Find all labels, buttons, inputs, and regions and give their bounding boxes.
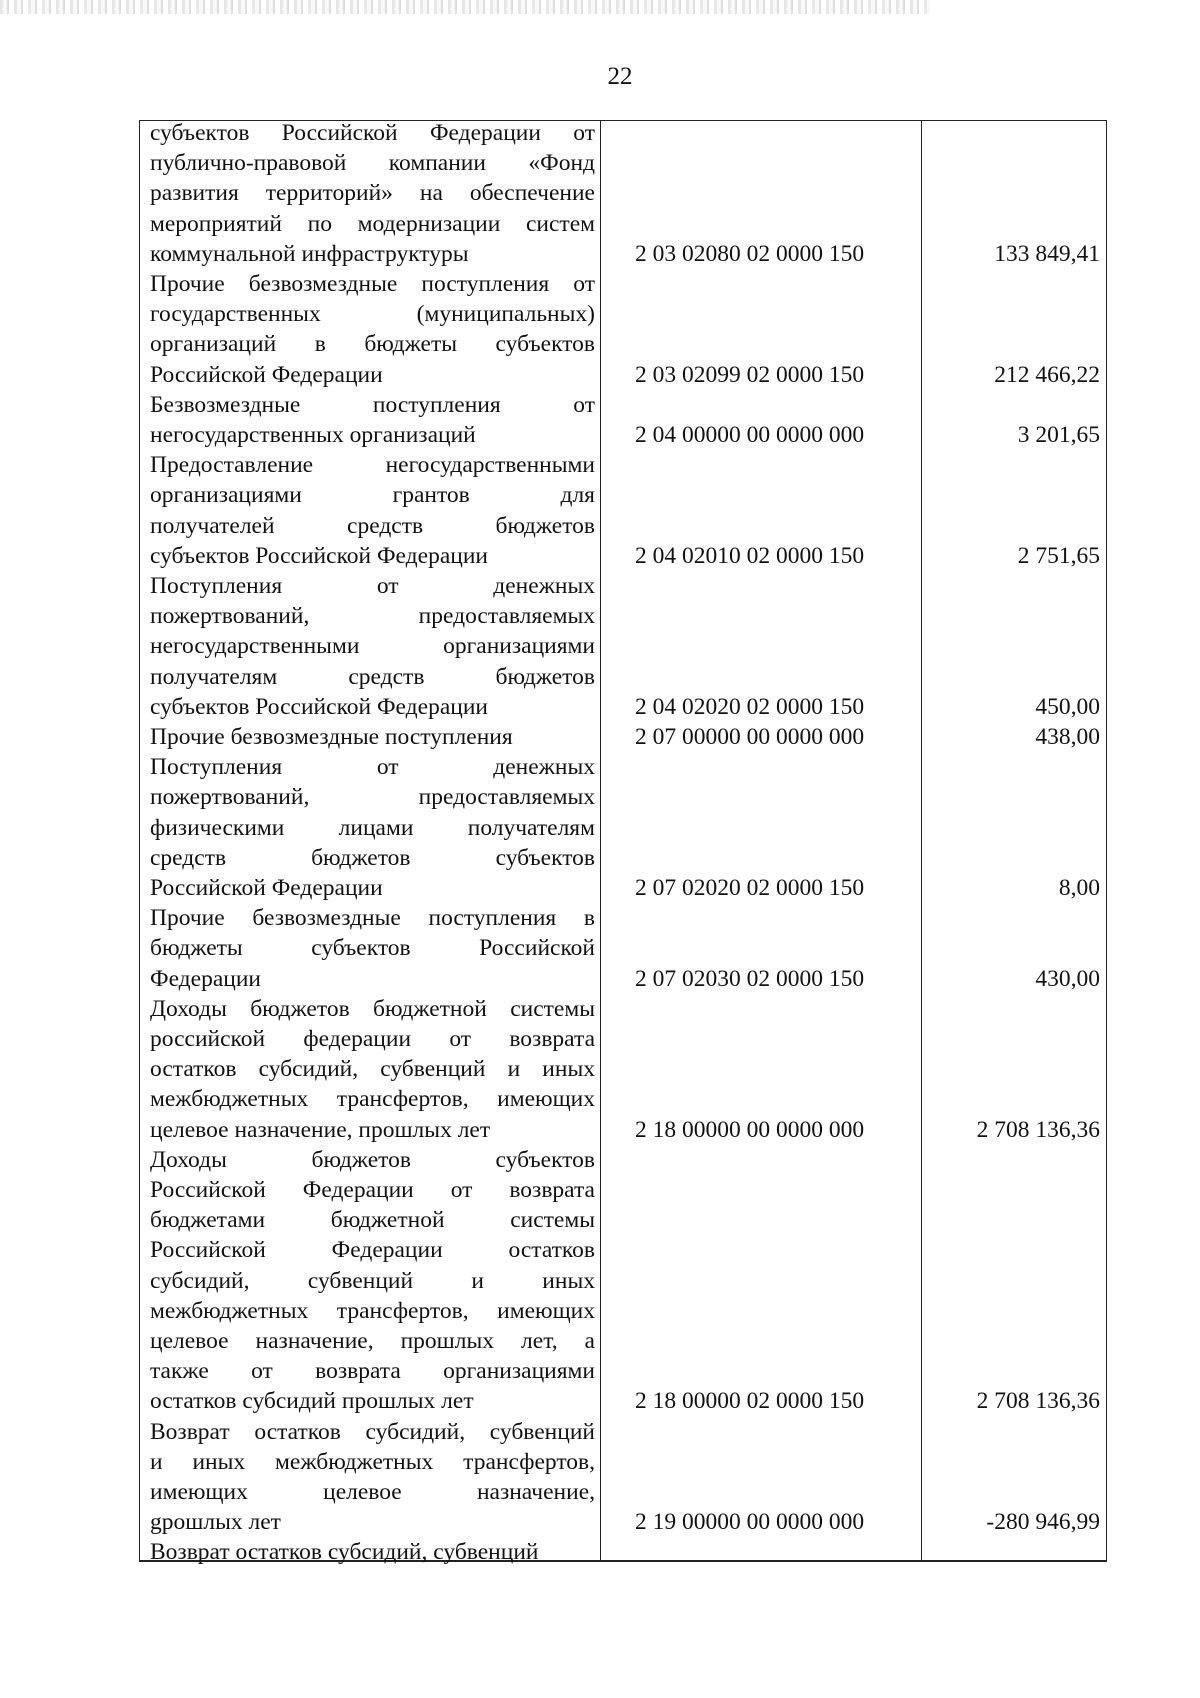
row-name-line: развития территорий» на обеспечение (150, 180, 595, 207)
row-name-line: Российской Федерации (150, 874, 383, 901)
row-name-line: субъектов Российской Федерации (150, 542, 488, 569)
row-amount: 212 466,22 (994, 361, 1100, 388)
budget-table (139, 120, 1107, 1566)
row-name-line: средств бюджетов субъектов (150, 844, 595, 871)
row-name-line: физическими лицами получателям (150, 814, 595, 841)
table-row (140, 269, 1108, 390)
row-name-line: пожертвований, предоставляемых (150, 784, 595, 811)
row-amount: 3 201,65 (1017, 421, 1100, 448)
row-name-line: межбюджетных трансфертов, имеющих (150, 1297, 595, 1324)
table-row (140, 903, 1108, 994)
row-code: 2 07 02020 02 0000 150 (635, 874, 865, 901)
row-amount: 2 708 136,36 (976, 1116, 1100, 1143)
row-code: 2 18 00000 00 0000 000 (635, 1116, 865, 1143)
row-name-line: Доходы бюджетов субъектов (150, 1146, 595, 1173)
row-name-line: gрошлых лет (150, 1509, 281, 1536)
row-amount: 438,00 (1035, 724, 1100, 750)
row-name-line: также от возврата организациями (150, 1358, 595, 1385)
row-name-line: Прочие безвозмездные поступления (150, 724, 513, 750)
table-row (140, 1145, 1108, 1417)
row-name-line: субъектов Российской Федерации (150, 693, 488, 720)
row-name-line: негосударственных организаций (150, 421, 476, 448)
row-name-line: получателей средств бюджетов (150, 512, 595, 539)
row-name-line: организациями грантов для (150, 482, 595, 509)
row-name-line: получателям средств бюджетов (150, 663, 595, 690)
row-name-line: пожертвований, предоставляемых (150, 603, 595, 630)
row-name-line: негосударственными организациями (150, 633, 595, 660)
row-code: 2 04 00000 00 0000 000 (635, 421, 865, 448)
row-name-line: Прочие безвозмездные поступления от (150, 271, 595, 297)
row-name-line: Российской Федерации (150, 361, 383, 388)
row-name-line: организаций в бюджеты субъектов (150, 331, 595, 358)
table-row (140, 118, 1108, 269)
row-code: 2 03 02099 02 0000 150 (635, 361, 865, 388)
row-name-line: и иных межбюджетных трансфертов, (150, 1448, 595, 1475)
row-name-line: остатков субсидий, субвенций и иных (150, 1056, 595, 1083)
row-name-line: субсидий, субвенций и иных (150, 1267, 595, 1294)
table-row (140, 1537, 1108, 1567)
table-row (140, 390, 1108, 450)
table-row (140, 571, 1108, 722)
row-amount: 2 751,65 (1017, 542, 1100, 569)
scan-edge-artifact (0, 0, 930, 14)
row-code: 2 03 02080 02 0000 150 (635, 240, 865, 267)
row-name-line: целевое назначение, прошлых лет, а (150, 1327, 595, 1354)
row-name-line: целевое назначение, прошлых лет (150, 1116, 491, 1143)
row-name-line: Российской Федерации от возврата (150, 1176, 595, 1203)
row-name-line: субъектов Российской Федерации от (150, 120, 595, 146)
table-row (140, 450, 1108, 571)
row-name-line: остатков субсидий прошлых лет (150, 1388, 474, 1415)
row-code: 2 07 00000 00 0000 000 (635, 724, 865, 750)
row-code: 2 19 00000 00 0000 000 (635, 1509, 865, 1536)
row-name-line: государственных (муниципальных) (150, 301, 595, 328)
row-name-line: Российской Федерации остатков (150, 1237, 595, 1264)
row-name (150, 118, 595, 269)
row-amount: 133 849,41 (994, 240, 1100, 267)
row-name-line: публично-правовой компании «Фонд (150, 150, 595, 177)
row-name-line: Поступления от денежных (150, 754, 595, 781)
page-number: 22 (607, 63, 633, 90)
row-name-line: российской федерации от возврата (150, 1025, 595, 1052)
row-name (150, 571, 595, 722)
row-name-line: коммунальной инфраструктуры (150, 240, 469, 267)
row-name-line: имеющих целевое назначение, (150, 1478, 595, 1505)
row-name-line: Федерации (150, 965, 261, 992)
row-code: 2 18 00000 02 0000 150 (635, 1388, 865, 1415)
table-row (140, 1417, 1108, 1538)
row-name-line: Возврат остатков субсидий, субвенций (150, 1539, 539, 1566)
row-name (150, 1145, 595, 1417)
table-row (140, 994, 1108, 1145)
row-name-line: Возврат остатков субсидий, субвенций (150, 1418, 595, 1445)
row-amount: 430,00 (1035, 965, 1100, 992)
row-amount: -280 946,99 (986, 1509, 1100, 1536)
row-name (150, 752, 595, 903)
row-name (150, 722, 595, 752)
row-name (150, 1537, 595, 1567)
row-name-line: Безвозмездные поступления от (150, 391, 595, 418)
row-name (150, 450, 595, 571)
row-name-line: бюджетами бюджетной системы (150, 1207, 595, 1234)
row-name-line: межбюджетных трансфертов, имеющих (150, 1086, 595, 1113)
row-amount: 8,00 (1058, 874, 1100, 901)
row-name (150, 390, 595, 450)
row-code: 2 04 02010 02 0000 150 (635, 542, 865, 569)
row-name-line: Предоставление негосударственными (150, 452, 595, 479)
row-name (150, 1417, 595, 1538)
row-code: 2 07 02030 02 0000 150 (635, 965, 865, 992)
row-name-line: Поступления от денежных (150, 573, 595, 599)
row-code: 2 04 02020 02 0000 150 (635, 693, 865, 720)
row-name (150, 903, 595, 994)
row-name (150, 994, 595, 1145)
table-row (140, 722, 1108, 752)
table-row (140, 752, 1108, 903)
row-name-line: Прочие безвозмездные поступления в (150, 905, 595, 932)
row-name-line: бюджеты субъектов Российской (150, 935, 595, 962)
row-name-line: мероприятий по модернизации систем (150, 210, 595, 237)
row-amount: 450,00 (1035, 693, 1100, 720)
row-name-line: Доходы бюджетов бюджетной системы (150, 995, 595, 1022)
row-name (150, 269, 595, 390)
row-amount: 2 708 136,36 (976, 1388, 1100, 1415)
